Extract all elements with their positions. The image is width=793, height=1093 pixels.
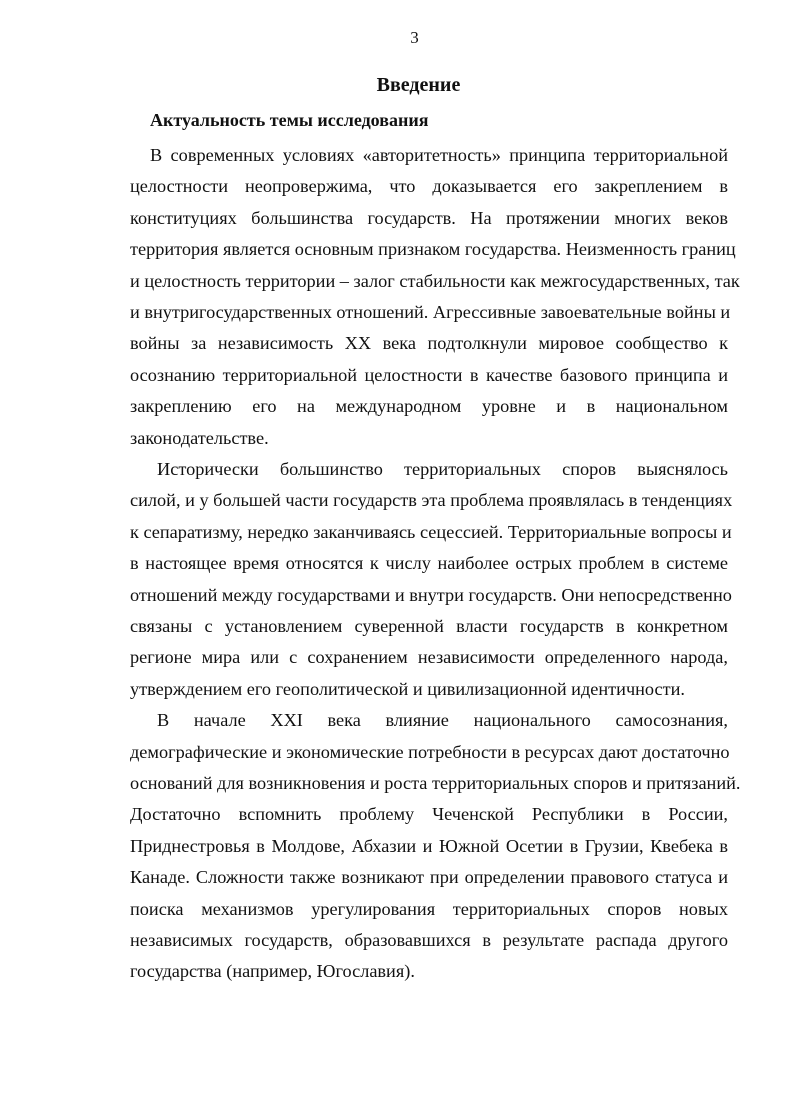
text-line: отношений между государствами и внутри государств. Они непосредственно (130, 584, 732, 605)
text-line: демографические и экономические потребности в ресурсах дают достаточно (130, 741, 730, 762)
text-line: связаны с установлением суверенной власти государств в конкретном (130, 616, 728, 636)
text-line: осознанию территориальной целостности в качестве базового принципа и (130, 364, 728, 385)
text-line: закреплению его на международном уровне и в национальном (130, 396, 728, 417)
text-line: силой, и у большей части государств эта проблема проявлялась в тенденциях (130, 490, 733, 511)
text-line: территория является основным признаком государства. Неизменность границ (130, 239, 736, 260)
text-line: Приднестровья в Молдове, Абхазии и Южной Осетии в Грузии, Квебека в (130, 835, 728, 856)
text-line: законодательстве. (130, 427, 269, 448)
text-line: Канаде. Сложности также возникают при определении правового статуса и (130, 867, 728, 888)
text-line: к сепаратизму, нередко заканчиваясь сецессией. Территориальные вопросы и (130, 521, 732, 542)
text-line: в настоящее время относятся к числу наиболее острых проблем в системе (130, 553, 728, 574)
page-number: 3 (410, 28, 419, 47)
text-line: и целостность территории – залог стабильности как межгосударственных, так (130, 270, 740, 291)
text-line: независимых государств, образовавшихся в результате распада другого (130, 930, 728, 950)
text-line: и внутригосударственных отношений. Агрессивные завоевательные войны и (130, 302, 731, 322)
text-line: Достаточно вспомнить проблему Чеченской Республики в России, (130, 804, 728, 825)
text-line: государства (например, Югославия). (130, 961, 415, 982)
text-line: регионе мира или с сохранением независимости определенного народа, (130, 647, 728, 668)
text-line: Исторически большинство территориальных споров выяснялось (157, 459, 728, 479)
text-line: поиска механизмов урегулирования территориальных споров новых (130, 898, 728, 919)
section-title: Введение (376, 74, 461, 96)
text-line: конституциях большинства государств. На протяжении многих веков (130, 207, 728, 228)
text-line: утверждением его геополитической и цивилизационной идентичности. (130, 678, 685, 699)
text-line: В современных условиях «авторитетность» принципа территориальной (150, 145, 728, 165)
text-line: целостности неопровержима, что доказывается его закреплением в (130, 176, 728, 197)
section-subtitle: Актуальность темы исследования (150, 110, 429, 130)
text-line: войны за независимость XX века подтолкнули мировое сообщество к (130, 333, 728, 354)
text-line: оснований для возникновения и роста территориальных споров и притязаний. (130, 773, 741, 793)
text-line: В начале XXI века влияние национального самосознания, (157, 710, 728, 731)
